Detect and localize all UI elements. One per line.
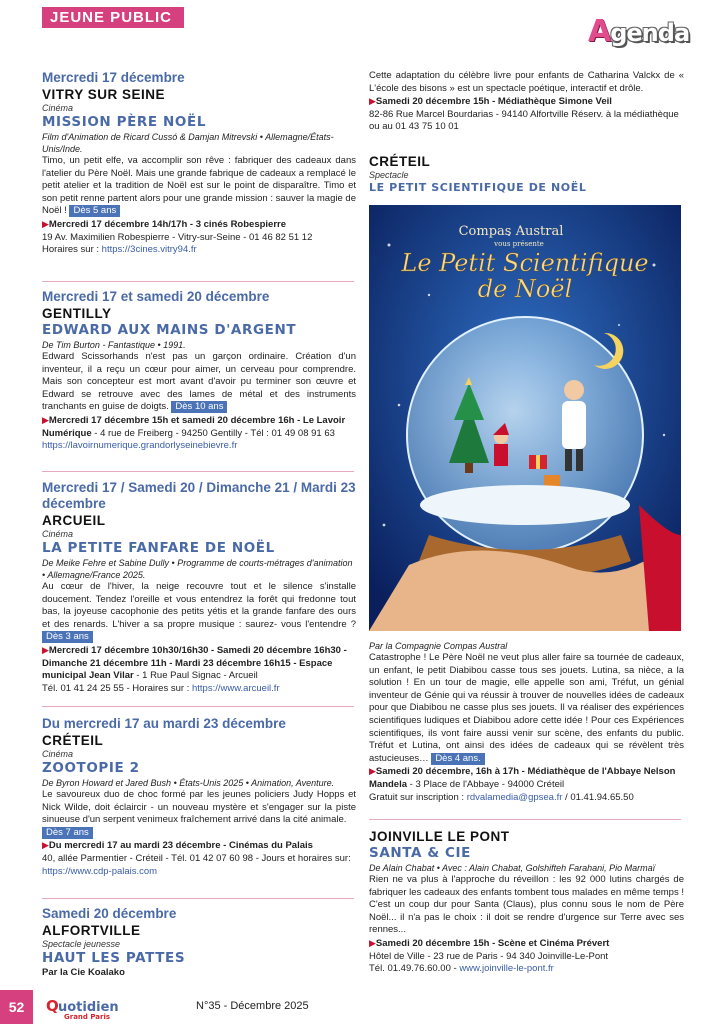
agenda-logo: Agenda — [588, 14, 690, 49]
event-genre: Cinéma — [42, 749, 74, 759]
svg-text:Q: Q — [46, 997, 59, 1015]
event-address: 40, allée Parmentier - Créteil - Tél. 01 42 07 60 98 - Jours et horaires sur: — [42, 852, 351, 864]
website-link[interactable]: https://3cines.vitry94.fr — [101, 244, 197, 256]
event-description: Catastrophe ! Le Père Noël ne veut plus aller faire sa tournée de cadeaux, un enfant, le petit Diabibou casse tous ses jouets. Lutina, sa nièce, a la solution ! En un tour de magie, elle appelle son ami, Tréfut, un génial inventeur de Génie qui va réussir à trouver de nouvelles idées de cadeaux pour que Diabibou ne casse plus ses jouets. Il va réaliser des expériences scientifiques ludiques et Diabibou adore cette idée ! Pour ces Expériences scientifiques, ils vont faire aussi venir sur scène, des enfants du public. Tréfut et Lutina, ont ainsi des idées de cadeaux qui se révèlent très astucieuses… Dès 4 ans. — [369, 652, 684, 764]
event-santa-cie — [369, 828, 684, 976]
email-link[interactable]: rdvalamedia@gpsea.fr — [466, 791, 563, 803]
event-petit-scientifique — [369, 153, 684, 195]
play-triangle-icon: ▶ — [369, 937, 376, 948]
event-genre: Cinéma — [42, 103, 74, 113]
event-schedule: Tél. 01 41 24 25 55 - Horaires sur : https://www.arcueil.fr — [42, 682, 280, 694]
event-date: Du mercredi 17 au mardi 23 décembre — [42, 716, 286, 731]
event-city: ALFORTVILLE — [42, 923, 141, 938]
age-badge: Dès 3 ans — [42, 631, 93, 643]
event-credits: De Meike Fehre et Sabine Dully • Programme de courts-métrages d'animation • Allemagne/France 2025. — [42, 558, 353, 580]
event-credits: Par la Compagnie Compas Austral — [369, 641, 508, 651]
play-triangle-icon: ▶ — [42, 840, 49, 851]
separator — [42, 898, 354, 899]
poster-image — [369, 205, 681, 631]
event-title: LA PETITE FANFARE DE NOËL — [42, 540, 275, 556]
event-title: LE PETIT SCIENTIFIQUE DE NOËL — [369, 181, 587, 194]
play-triangle-icon: ▶ — [42, 414, 49, 425]
section-rubric: JEUNE PUBLIC — [42, 7, 184, 28]
event-company: Par la Cie Koalako — [42, 967, 125, 978]
event-info: ▶Samedi 20 décembre, 16h à 17h - Médiathèque de l'Abbaye Nelson Mandela - 3 Place de l'Abbaye - 94000 Créteil — [369, 766, 676, 790]
event-contact: Gratuit sur inscription : rdvalamedia@gpsea.fr / 01.41.94.65.50 — [369, 791, 634, 803]
age-badge: Dès 7 ans — [42, 827, 93, 839]
event-credits: De Alain Chabat • Avec : Alain Chabat, Golshifteh Farahani, Pio Marmaï — [369, 863, 656, 873]
event-info: ▶Mercredi 17 décembre 14h/17h - 3 cinés Robespierre — [42, 218, 287, 230]
separator — [369, 819, 681, 820]
separator — [42, 281, 354, 282]
event-edward — [42, 289, 356, 453]
event-title: HAUT LES PATTES — [42, 950, 186, 966]
event-genre: Spectacle — [369, 170, 409, 180]
event-city: VITRY SUR SEINE — [42, 87, 166, 102]
snow-globe-illustration — [369, 205, 681, 631]
event-description: Timo, un petit elfe, va accomplir son rêve : fabriquer des cadeaux dans l'atelier du Père Noël. Mais une grande fabrique de cadeaux a remplacé le petit atelier et la tradition de Noël est sur le point de disparaître. Timo et son petit renne partent alors pour une grande mission : sauver la magie de Noël ! Dès 5 ans — [42, 155, 356, 217]
separator — [42, 706, 354, 707]
event-credits: De Tim Burton - Fantastique • 1991. — [42, 340, 186, 350]
event-description: Cette adaptation du célèbre livre pour enfants de Catharina Valckx de « L'école des bisons » est un spectacle poétique, interactif et drôle. — [369, 70, 684, 94]
play-triangle-icon: ▶ — [42, 218, 49, 229]
website-link[interactable]: https://www.arcueil.fr — [191, 682, 280, 694]
event-description: Au cœur de l'hiver, la neige recouvre tout et le silence s'installe doucement. Tendez l'oreille et vous entendrez la forêt qui fredonne tout bas, la joyeuse cacophonie des petits yétis et la grande fanfare des ours et des renards. L'hiver a sa propre musique : saurez- vous l'entendre ? Dès 3 ans — [42, 581, 356, 643]
age-badge: Dès 4 ans. — [431, 753, 484, 765]
event-info: ▶Mercredi 17 décembre 15h et samedi 20 décembre 16h - Le Lavoir Numérique - 4 rue de Freiberg - 94250 Gentilly - Tél : 01 49 08 91 63 — [42, 414, 346, 439]
event-contact: Tél. 01.49.76.60.00 - www.joinville-le-pont.fr — [369, 963, 554, 975]
event-title: MISSION PÈRE NOËL — [42, 114, 207, 130]
event-info: ▶Du mercredi 17 au mardi 23 décembre - Cinémas du Palais — [42, 840, 313, 852]
event-info: ▶Samedi 20 décembre 15h - Médiathèque Simone Veil — [369, 96, 612, 108]
event-date: Mercredi 17 décembre — [42, 70, 185, 85]
issue-number: N°35 - Décembre 2025 — [196, 1000, 309, 1012]
event-haut-les-pattes-cont — [369, 70, 684, 134]
event-mission-pere-noel — [42, 70, 356, 257]
play-triangle-icon: ▶ — [369, 766, 376, 777]
event-city: JOINVILLE LE PONT — [369, 829, 510, 844]
event-description: Rien ne va plus à l'approche du réveillon : les 92 000 lutins chargés de fabriquer les cadeaux des enfants tombent tous malades en même temps ! C'est un coup dur pour Santa (Claus), plus connu sous le nom de Père Noël... il n'a pas le choix : il doit se rendre d'urgence sur Terre avec ses rennes... — [369, 874, 684, 936]
event-zootopie — [42, 716, 356, 878]
event-petite-fanfare — [42, 480, 356, 695]
poster-title-line1: Le Petit Scientifique — [401, 249, 649, 277]
event-haut-les-pattes — [42, 906, 356, 980]
event-petit-scientifique-details — [369, 640, 684, 804]
age-badge: Dès 5 ans — [69, 205, 120, 217]
event-address: 82-86 Rue Marcel Bourdarias - 94140 Alfortville Réserv. à la médiathèque ou au 01 43 75 10 01 — [369, 108, 679, 133]
event-date: Samedi 20 décembre — [42, 906, 177, 921]
website-link[interactable]: www.joinville-le-pont.fr — [459, 963, 554, 975]
event-city: CRÉTEIL — [42, 733, 104, 748]
age-badge: Dès 10 ans — [171, 401, 227, 413]
logo-subtitle: Grand Paris — [64, 1013, 111, 1020]
magazine-logo — [44, 996, 118, 1020]
poster-company: Compas Austral — [458, 224, 564, 239]
play-triangle-icon: ▶ — [369, 96, 376, 107]
event-genre: Cinéma — [42, 529, 74, 539]
poster-presents: vous présente — [494, 240, 544, 248]
event-info: ▶Samedi 20 décembre 15h - Scène et Cinéma Prévert — [369, 937, 610, 949]
play-triangle-icon: ▶ — [42, 644, 49, 655]
svg-text:uotidien: uotidien — [58, 1000, 118, 1015]
event-address: Hôtel de Ville - 23 rue de Paris - 94 340 Joinville-Le-Pont — [369, 950, 609, 962]
website-link[interactable]: https://www.cdp-palais.com — [42, 865, 158, 877]
event-genre: Spectacle jeunesse — [42, 939, 121, 949]
event-description: Le savoureux duo de choc formé par les jeunes policiers Judy Hopps et Nick Wilde, doit éclaircir - un nouveau mystère et s'engager sur la piste sinueuse d'un serpent venimeux fraîchement arrivé dans la cité animale. — [42, 789, 356, 826]
event-title: ZOOTOPIE 2 — [42, 760, 140, 776]
page-number: 52 — [0, 990, 33, 1024]
event-info: ▶Mercredi 17 décembre 10h30/16h30 - Samedi 20 décembre 16h30 - Dimanche 21 décembre 11h - Mardi 23 décembre 16h15 - Espace municipal Jean Vilar - 1 Rue Paul Signac - Arcueil — [42, 644, 347, 682]
event-title: SANTA & CIE — [369, 845, 472, 861]
separator — [42, 471, 354, 472]
poster-title-line2: de Noël — [477, 275, 573, 303]
event-credits: Film d'Animation de Ricard Cussó & Damjan Mitrevski • Allemagne/États-Unis/Inde. — [42, 132, 334, 154]
event-city: ARCUEIL — [42, 513, 106, 528]
event-credits: De Byron Howard et Jared Bush • États-Unis 2025 • Animation, Aventure. — [42, 778, 335, 788]
event-date: Mercredi 17 et samedi 20 décembre — [42, 289, 270, 304]
event-city: GENTILLY — [42, 306, 112, 321]
event-title: EDWARD AUX MAINS D'ARGENT — [42, 322, 297, 338]
event-date: Mercredi 17 / Samedi 20 / Dimanche 21 / Mardi 23 décembre — [42, 480, 356, 511]
website-link[interactable]: https://lavoirnumerique.grandorlyseinebievre.fr — [42, 440, 238, 452]
event-description: Edward Scissorhands n'est pas un garçon ordinaire. Création d'un inventeur, il a reçu un cœur pour aimer, un cerveau pour comprendre. Mais son concepteur est mort avant d'avoir pu terminer son œuvre et Edward se retrouve avec des lames de métal et des instruments tranchants en guise de doigts. Dès 10 ans — [42, 351, 356, 413]
event-schedule: Horaires sur : https://3cines.vitry94.fr — [42, 244, 197, 256]
event-city: CRÉTEIL — [369, 154, 431, 169]
event-address: 19 Av. Maximilien Robespierre - Vitry-sur-Seine - 01 46 82 51 12 — [42, 231, 313, 243]
